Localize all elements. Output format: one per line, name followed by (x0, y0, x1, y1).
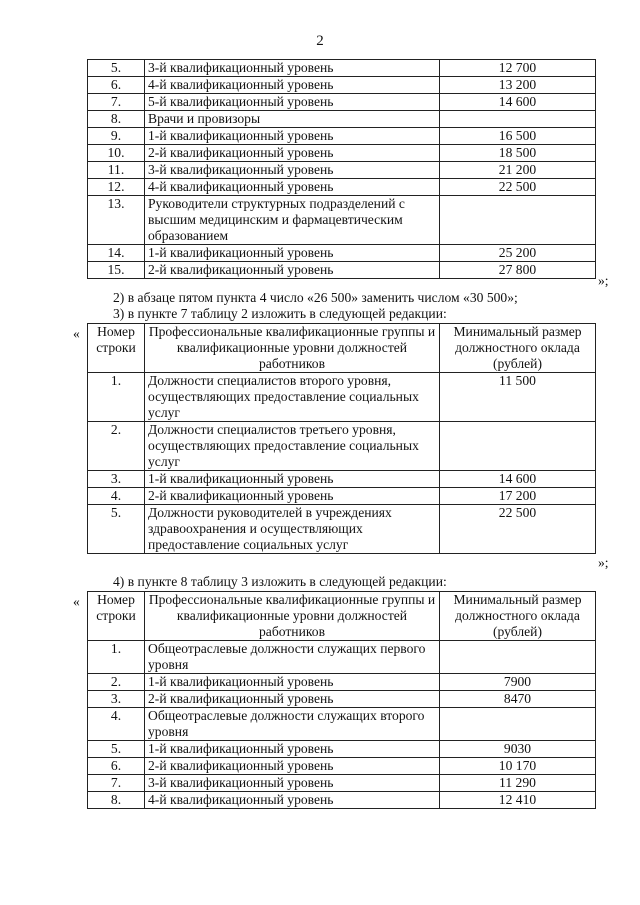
salary-value (440, 196, 596, 245)
position-name: Должности специалистов второго уровня, осуществляющих предоставление социальных услуг (145, 373, 440, 422)
salary-value: 12 700 (440, 60, 596, 77)
salary-value (440, 111, 596, 128)
table-row (88, 741, 596, 758)
position-name: Должности специалистов третьего уровня, осуществляющих предоставление социальных услуг (145, 422, 440, 471)
position-name: 3-й квалификационный уровень (145, 60, 440, 77)
row-number: 15. (88, 262, 145, 279)
table-row (88, 128, 596, 145)
row-number: 2. (88, 674, 145, 691)
table-row (88, 145, 596, 162)
table-row (88, 471, 596, 488)
table-row (88, 60, 596, 77)
row-number: 5. (88, 505, 145, 554)
position-name: 2-й квалификационный уровень (145, 145, 440, 162)
paragraph-3: 3) в пункте 7 таблицу 2 изложить в следующей редакции: (113, 306, 447, 321)
salary-value: 16 500 (440, 128, 596, 145)
table-row (88, 691, 596, 708)
salary-value: 11 290 (440, 775, 596, 792)
table-row (88, 792, 596, 809)
salary-value: 27 800 (440, 262, 596, 279)
salary-value: 17 200 (440, 488, 596, 505)
table-row (88, 77, 596, 94)
row-number: 6. (88, 77, 145, 94)
row-number: 12. (88, 179, 145, 196)
position-name: 2-й квалификационный уровень (145, 262, 440, 279)
salary-value: 21 200 (440, 162, 596, 179)
header-row-number: Номер строки (88, 592, 145, 641)
salary-value (440, 708, 596, 741)
header-position-groups: Профессиональные квалификационные группы и квалификационные уровни должностей работников (145, 592, 440, 641)
opening-quote-3: « (73, 594, 80, 609)
row-number: 4. (88, 488, 145, 505)
position-name: 1-й квалификационный уровень (145, 741, 440, 758)
table-row (88, 245, 596, 262)
salary-value: 10 170 (440, 758, 596, 775)
row-number: 3. (88, 471, 145, 488)
row-number: 3. (88, 691, 145, 708)
salary-table-3 (87, 591, 596, 809)
salary-value (440, 641, 596, 674)
position-name: 4-й квалификационный уровень (145, 179, 440, 196)
position-name: 1-й квалификационный уровень (145, 245, 440, 262)
table-row (88, 775, 596, 792)
salary-value: 14 600 (440, 471, 596, 488)
row-number: 5. (88, 741, 145, 758)
row-number: 6. (88, 758, 145, 775)
table-row (88, 422, 596, 471)
salary-value: 7900 (440, 674, 596, 691)
position-name: 2-й квалификационный уровень (145, 488, 440, 505)
paragraph-2: 2) в абзаце пятом пункта 4 число «26 500» заменить числом «30 500»; (113, 290, 518, 305)
row-number: 10. (88, 145, 145, 162)
row-number: 8. (88, 792, 145, 809)
table-row (88, 373, 596, 422)
salary-value: 12 410 (440, 792, 596, 809)
table-row (88, 708, 596, 741)
table-body (88, 60, 596, 279)
salary-table-2 (87, 323, 596, 554)
position-name: 5-й квалификационный уровень (145, 94, 440, 111)
row-number: 5. (88, 60, 145, 77)
row-number: 2. (88, 422, 145, 471)
row-number: 11. (88, 162, 145, 179)
table-row (88, 641, 596, 674)
position-name: 1-й квалификационный уровень (145, 128, 440, 145)
paragraph-4: 4) в пункте 8 таблицу 3 изложить в следующей редакции: (113, 574, 447, 589)
row-number: 4. (88, 708, 145, 741)
row-number: 1. (88, 373, 145, 422)
position-name: 2-й квалификационный уровень (145, 758, 440, 775)
header-position-groups: Профессиональные квалификационные группы и квалификационные уровни должностей работников (145, 324, 440, 373)
table-row (88, 179, 596, 196)
row-number: 8. (88, 111, 145, 128)
opening-quote-2: « (73, 326, 80, 341)
salary-value: 22 500 (440, 505, 596, 554)
header-min-salary: Минимальный размер должностного оклада (рублей) (440, 324, 596, 373)
position-name: Врачи и провизоры (145, 111, 440, 128)
salary-value: 9030 (440, 741, 596, 758)
table-row (88, 162, 596, 179)
header-row-number: Номер строки (88, 324, 145, 373)
table-row (88, 94, 596, 111)
row-number: 13. (88, 196, 145, 245)
position-name: Общеотраслевые должности служащих первого уровня (145, 641, 440, 674)
salary-value: 25 200 (440, 245, 596, 262)
header-min-salary: Минимальный размер должностного оклада (рублей) (440, 592, 596, 641)
position-name: 3-й квалификационный уровень (145, 162, 440, 179)
table-row (88, 758, 596, 775)
closing-quote-2: »; (598, 555, 609, 570)
table-body (88, 641, 596, 809)
position-name: Должности руководителей в учреждениях здравоохранения и осуществляющих предоставление социальных услуг (145, 505, 440, 554)
table-header-row (88, 324, 596, 373)
table-row (88, 674, 596, 691)
salary-value (440, 422, 596, 471)
row-number: 1. (88, 641, 145, 674)
row-number: 7. (88, 775, 145, 792)
position-name: 1-й квалификационный уровень (145, 674, 440, 691)
position-name: Руководители структурных подразделений с высшим медицинским и фармацевтическим образованием (145, 196, 440, 245)
table-body (88, 373, 596, 554)
position-name: 2-й квалификационный уровень (145, 691, 440, 708)
salary-value: 8470 (440, 691, 596, 708)
salary-value: 11 500 (440, 373, 596, 422)
table-header-row (88, 592, 596, 641)
salary-value: 13 200 (440, 77, 596, 94)
row-number: 9. (88, 128, 145, 145)
closing-quote-1: »; (598, 273, 609, 288)
row-number: 14. (88, 245, 145, 262)
row-number: 7. (88, 94, 145, 111)
salary-value: 22 500 (440, 179, 596, 196)
table-row (88, 262, 596, 279)
position-name: 3-й квалификационный уровень (145, 775, 440, 792)
position-name: 4-й квалификационный уровень (145, 792, 440, 809)
table-row (88, 111, 596, 128)
salary-value: 14 600 (440, 94, 596, 111)
salary-value: 18 500 (440, 145, 596, 162)
salary-table-1 (87, 59, 596, 279)
table-row (88, 505, 596, 554)
position-name: Общеотраслевые должности служащих второго уровня (145, 708, 440, 741)
page-number: 2 (316, 33, 324, 49)
position-name: 4-й квалификационный уровень (145, 77, 440, 94)
position-name: 1-й квалификационный уровень (145, 471, 440, 488)
table-row (88, 488, 596, 505)
table-row (88, 196, 596, 245)
